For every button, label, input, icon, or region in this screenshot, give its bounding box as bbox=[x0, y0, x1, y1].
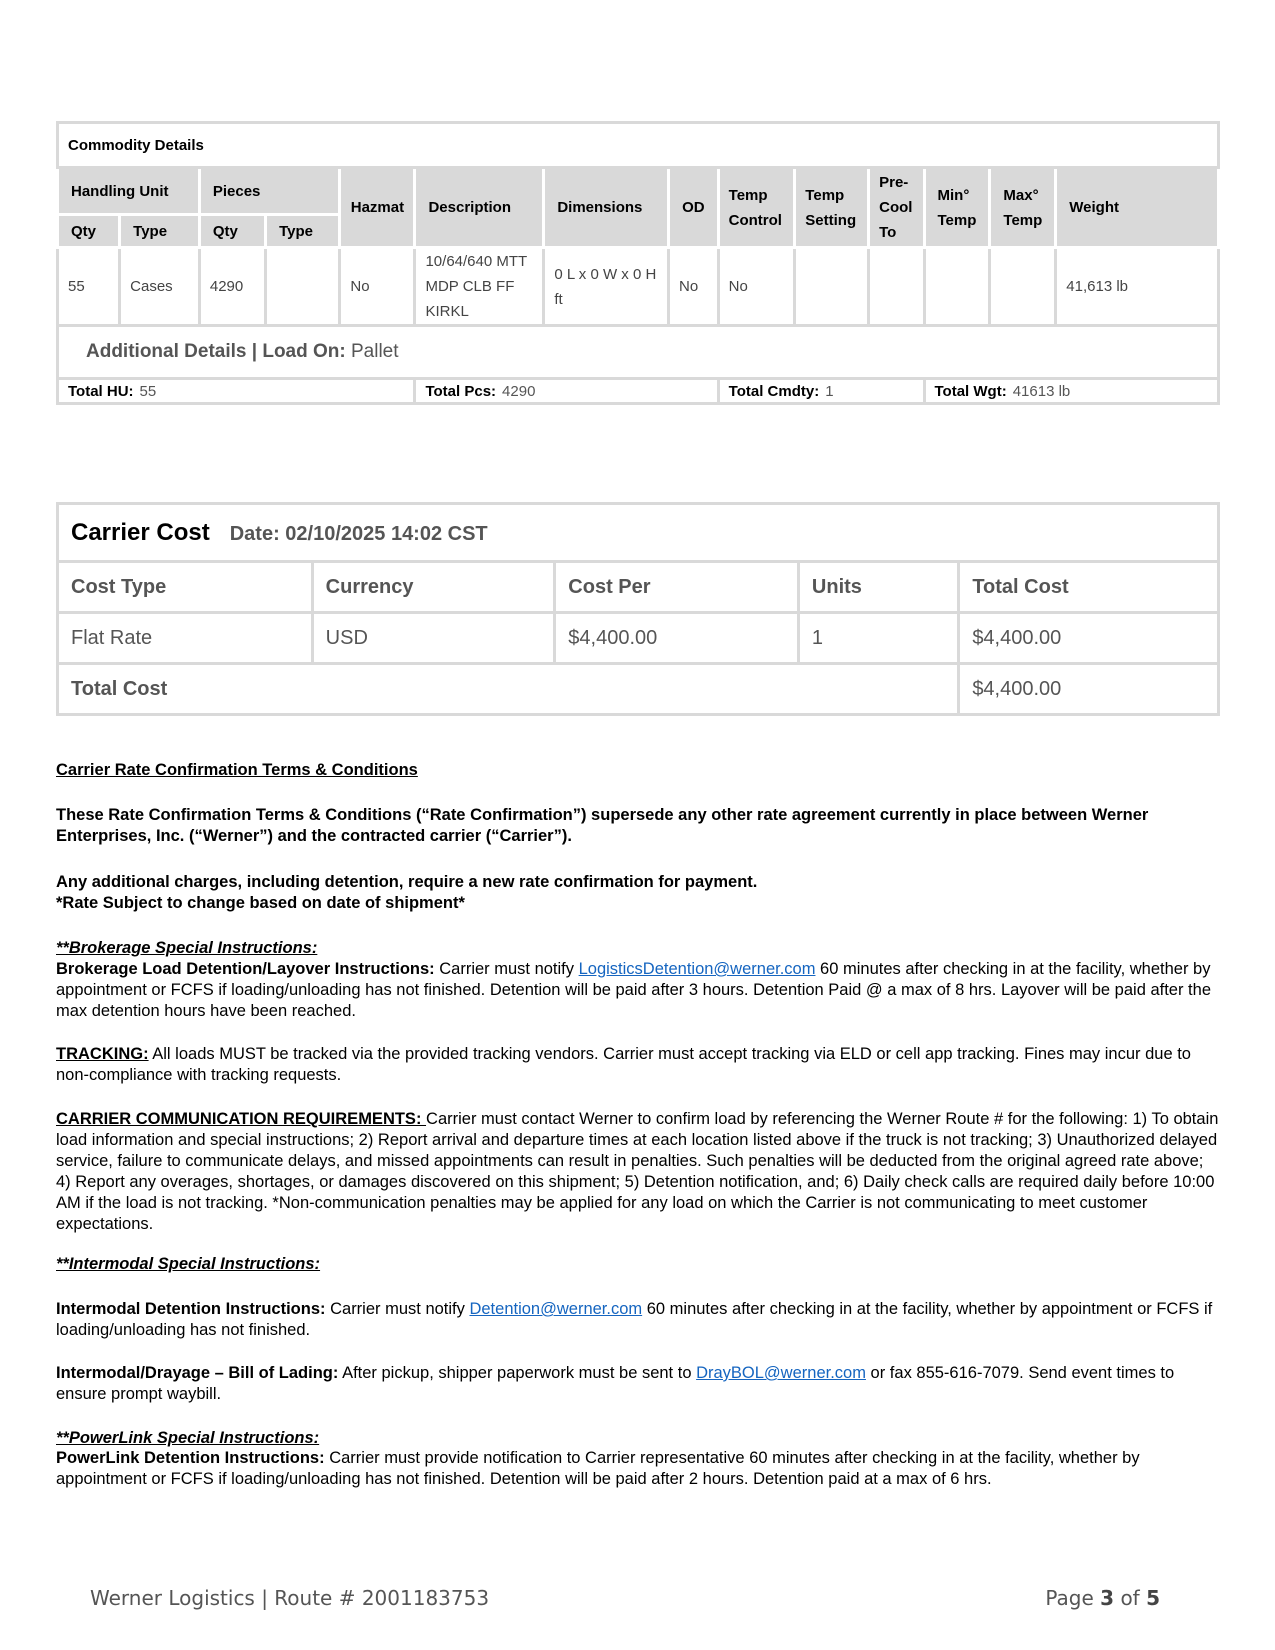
page-footer bbox=[90, 1586, 1160, 1610]
cost-type-cell: Flat Rate bbox=[58, 613, 313, 664]
total-pcs-value: 4290 bbox=[502, 382, 536, 400]
dimensions-cell: 0 L x 0 W x 0 H ft bbox=[544, 248, 669, 326]
hazmat-cell: No bbox=[340, 248, 415, 326]
hu-type-cell: Cases bbox=[120, 248, 200, 326]
total-cost-value: $4,400.00 bbox=[959, 664, 1219, 715]
cost-row bbox=[58, 613, 1219, 664]
tracking-text: All loads MUST be tracked via the provided tracking vendors. Carrier must accept tracking via ELD or cell app tracking. Fines may incur due to non-compliance with tracking requests. bbox=[56, 1045, 1191, 1084]
intermodal-heading bbox=[56, 1254, 1220, 1275]
temp-setting-header: Temp Setting bbox=[795, 168, 869, 248]
intermodal-detention-pre: Carrier must notify bbox=[325, 1300, 470, 1318]
powerlink-heading bbox=[56, 1428, 1220, 1449]
temp-control-cell: No bbox=[718, 248, 795, 326]
min-temp-cell bbox=[924, 248, 990, 326]
pc-type-cell bbox=[266, 248, 340, 326]
page-of-word: of bbox=[1120, 1586, 1140, 1610]
commodity-title: Commodity Details bbox=[58, 123, 1219, 168]
additional-details bbox=[58, 326, 1219, 379]
terms-heading bbox=[56, 760, 1220, 781]
commodity-table bbox=[56, 121, 1220, 405]
carrier-cost-table bbox=[56, 502, 1220, 716]
drayage-post: or fax 855-616-7079. Send event times to ensure prompt waybill. bbox=[56, 1364, 1175, 1403]
commodity-row bbox=[58, 248, 1219, 326]
carrier-cost-title: Carrier Cost bbox=[71, 518, 210, 546]
total-pcs bbox=[415, 379, 718, 404]
carrier-cost-date: Date: 02/10/2025 14:02 CST bbox=[229, 522, 488, 545]
page-word: Page bbox=[1045, 1586, 1094, 1610]
hu-qty-cell: 55 bbox=[58, 248, 120, 326]
additional-details-value: Pallet bbox=[351, 341, 399, 362]
powerlink-label: PowerLink Detention Instructions: bbox=[56, 1449, 325, 1467]
communication-text: Carrier must contact Werner to confirm load by referencing the Werner Route # for the following: 1) To obtain load information and special instructions; 2) Report arrival and departure times at each location listed above if the truck is not tracking; 3) Unauthorized delayed service, failure to communicate delays, and missed appointments can result in penalties. Such penalties will be deducted from the original agreed rate above; 4) Report any overages, shortages, or damages discovered on this shipment; 5) Detention notification, and; 6) Daily check calls are required daily before 10:00 AM if the load is not tracking. *Non-communication penalties may be applied for any load on which the Carrier is not communicating to meet customer expectations. bbox=[56, 1110, 1219, 1233]
page-number bbox=[1045, 1586, 1160, 1610]
cost-total-row bbox=[58, 664, 1219, 715]
carrier-cost-header bbox=[58, 504, 1219, 562]
intermodal-email-link[interactable]: Detention@werner.com bbox=[469, 1300, 643, 1318]
page-current: 3 bbox=[1100, 1586, 1115, 1610]
total-hu bbox=[58, 379, 415, 404]
weight-cell: 41,613 lb bbox=[1056, 248, 1219, 326]
cost-per-cell: $4,400.00 bbox=[555, 613, 799, 664]
pieces-header: Pieces bbox=[199, 168, 340, 215]
intermodal-detention-label: Intermodal Detention Instructions: bbox=[56, 1300, 326, 1318]
total-cost-label: Total Cost bbox=[58, 664, 959, 715]
currency-cell: USD bbox=[312, 613, 555, 664]
intermodal-heading-text: **Intermodal Special Instructions: bbox=[56, 1255, 321, 1273]
dimensions-header: Dimensions bbox=[544, 168, 669, 248]
page-total: 5 bbox=[1146, 1586, 1160, 1610]
temp-setting-cell bbox=[795, 248, 869, 326]
hu-qty-header: Qty bbox=[58, 215, 120, 248]
brokerage-detention-label: Brokerage Load Detention/Layover Instructions: bbox=[56, 960, 435, 978]
weight-header: Weight bbox=[1056, 168, 1219, 248]
tracking-paragraph bbox=[56, 1044, 1220, 1086]
pc-type-header: Type bbox=[266, 215, 340, 248]
precool-cell bbox=[869, 248, 924, 326]
description-header: Description bbox=[415, 168, 544, 248]
tracking-label-text: TRACKING: bbox=[56, 1045, 149, 1063]
max-temp-header: Max° Temp bbox=[990, 168, 1056, 248]
footer-route: Werner Logistics | Route # 2001183753 bbox=[90, 1586, 490, 1610]
brokerage-heading bbox=[56, 938, 1220, 959]
pc-qty-cell: 4290 bbox=[199, 248, 265, 326]
max-temp-cell bbox=[990, 248, 1056, 326]
pc-qty-header: Qty bbox=[199, 215, 265, 248]
cost-per-header: Cost Per bbox=[555, 562, 799, 613]
intermodal-detention-paragraph bbox=[56, 1299, 1220, 1341]
powerlink-text: Carrier must provide notification to Carrier representative 60 minutes after checking in at the facility, whether by appointment or FCFS if loading/unloading has not finished. Detention will be paid after 2 hours. Detention paid at a max of 6 hrs. bbox=[56, 1449, 1140, 1488]
temp-control-header: Temp Control bbox=[718, 168, 795, 248]
min-temp-header: Min° Temp bbox=[924, 168, 990, 248]
drayage-label: Intermodal/Drayage – Bill of Lading: bbox=[56, 1364, 339, 1382]
intermodal-detention-post: 60 minutes after checking in at the facility, whether by appointment or FCFS if loading/unloading has not finished. bbox=[56, 1300, 1213, 1339]
precool-header: Pre- Cool To bbox=[869, 168, 924, 248]
powerlink-heading-text: **PowerLink Special Instructions: bbox=[56, 1429, 320, 1447]
units-header: Units bbox=[798, 562, 958, 613]
total-wgt-label: Total Wgt: bbox=[934, 382, 1007, 400]
cost-type-header: Cost Type bbox=[58, 562, 313, 613]
brokerage-detention-pre: Carrier must notify bbox=[434, 960, 579, 978]
total-hu-label: Total HU: bbox=[68, 382, 134, 400]
terms-heading-text: Carrier Rate Confirmation Terms & Conditions bbox=[56, 761, 418, 779]
od-header: OD bbox=[669, 168, 719, 248]
handling-unit-header: Handling Unit bbox=[58, 168, 200, 215]
communication-label bbox=[56, 1110, 426, 1128]
brokerage-detention-paragraph bbox=[56, 959, 1220, 1022]
additional-details-label: Additional Details | Load On: bbox=[86, 341, 346, 362]
total-cost-header: Total Cost bbox=[959, 562, 1219, 613]
total-cmdty-label: Total Cmdty: bbox=[728, 382, 820, 400]
units-cell: 1 bbox=[798, 613, 958, 664]
communication-paragraph bbox=[56, 1109, 1220, 1235]
total-cmdty-value: 1 bbox=[825, 382, 834, 400]
terms-intro: These Rate Confirmation Terms & Conditions (“Rate Confirmation”) supersede any other rate agreement currently in place between Werner Enterprises, Inc. (“Werner”) and the contracted carrier (“Carrier”). bbox=[56, 806, 1149, 845]
hazmat-header: Hazmat bbox=[340, 168, 415, 248]
communication-label-text: CARRIER COMMUNICATION REQUIREMENTS: bbox=[56, 1110, 427, 1128]
total-pcs-label: Total Pcs: bbox=[425, 382, 497, 400]
brokerage-heading-text: **Brokerage Special Instructions: bbox=[56, 939, 318, 957]
total-cost-cell: $4,400.00 bbox=[959, 613, 1219, 664]
total-hu-value: 55 bbox=[139, 382, 157, 400]
drayage-pre: After pickup, shipper paperwork must be sent to bbox=[338, 1364, 697, 1382]
total-wgt-value: 41613 lb bbox=[1012, 382, 1071, 400]
brokerage-detention-post: 60 minutes after checking in at the facility, whether by appointment or FCFS if loading/unloading has not finished. Detention will be paid after 3 hours. Detention Paid @ a max of 8 hrs. Layover will be paid after the max detention hours have been reached. bbox=[56, 960, 1211, 1020]
powerlink-paragraph bbox=[56, 1448, 1220, 1490]
additional-charges-note: Any additional charges, including detention, require a new rate confirmation for payment. bbox=[56, 873, 758, 891]
drayage-email-link[interactable]: DrayBOL@werner.com bbox=[696, 1364, 866, 1382]
rate-subject-note: *Rate Subject to change based on date of shipment* bbox=[56, 894, 465, 912]
brokerage-email-link[interactable]: LogisticsDetention@werner.com bbox=[578, 960, 816, 978]
hu-type-header: Type bbox=[120, 215, 200, 248]
totals-row bbox=[58, 379, 1219, 404]
description-cell: 10/64/640 MTT MDP CLB FF KIRKL bbox=[415, 248, 544, 326]
tracking-label bbox=[56, 1045, 149, 1063]
od-cell: No bbox=[669, 248, 719, 326]
total-cmdty bbox=[718, 379, 924, 404]
drayage-paragraph bbox=[56, 1363, 1220, 1405]
total-wgt bbox=[924, 379, 1219, 404]
currency-header: Currency bbox=[312, 562, 555, 613]
